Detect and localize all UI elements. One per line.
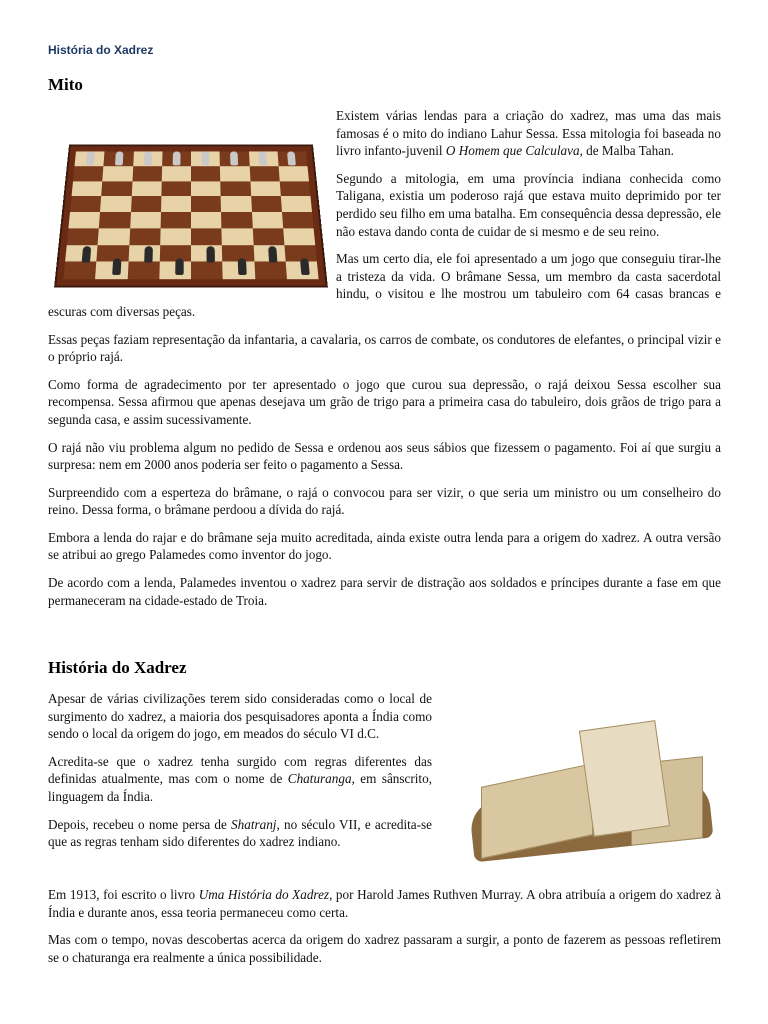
section-historia xyxy=(48,690,721,976)
chess-piece xyxy=(230,151,238,165)
chessboard-image xyxy=(48,109,318,291)
section-heading-mito: Mito xyxy=(48,75,83,94)
chess-piece xyxy=(287,151,296,165)
paragraph: Em 1913, foi escrito o livro Uma História do Xadrez, por Harold James Ruthven Murray. A obra atribuía a origem do xadrez à Índia e durante anos, essa teoria permaneceu como certa. xyxy=(48,887,721,920)
paragraph: De acordo com a lenda, Palamedes inventou o xadrez para servir de distração aos soldados e príncipes durante a fase em que permaneceram na cidade-estado de Troia. xyxy=(48,575,721,608)
paragraph: Essas peças faziam representação da infantaria, a cavalaria, os carros de combate, os condutores de elefantes, o principal vizir e o próprio rajá. xyxy=(48,331,721,365)
chess-piece xyxy=(86,151,95,165)
chess-piece xyxy=(112,258,121,275)
chess-piece xyxy=(115,151,123,165)
paragraph: Depois, recebeu o nome persa de Shatranj, no século VII, e acredita-se que as regras tenham sido diferentes do xadrez indiano. xyxy=(48,816,433,850)
paragraph: Embora a lenda do rajar e do brâmane seja muito acreditada, ainda existe outra lenda para a origem do xadrez. A outra versão se atribui ao grego Palamedes como inventor do jogo. xyxy=(48,529,721,563)
paragraph: Acredita-se que o xadrez tenha surgido com regras diferentes das definidas atualmente, mas com o nome de Chaturanga, em sânscrito, linguagem da Índia. xyxy=(48,753,432,804)
section-heading-historia: História do Xadrez xyxy=(48,658,187,677)
chess-piece xyxy=(238,258,247,275)
chess-piece xyxy=(173,151,181,165)
chess-piece xyxy=(300,258,310,275)
document-header: História do Xadrez xyxy=(48,43,154,57)
chess-piece xyxy=(206,246,215,262)
paragraph: Como forma de agradecimento por ter apresentado o jogo que curou sua depressão, o rajá deixou Sessa escolher sua recompensa. Sessa afirmou que apenas desejava um grão de trigo para a primeira casa do tabuleiro, dois grãos de trigo para a segunda casa, e assim sucessivamente. xyxy=(48,376,721,427)
paragraph: O rajá não viu problema algum no pedido de Sessa e ordenou aos seus sábios que fizessem o pagamento. Foi aí que surgiu a surpresa: nem em 2000 anos poderia ser feito o pagamento a Sessa. xyxy=(48,439,721,473)
chess-piece xyxy=(201,151,209,165)
paragraph: Segundo a mitologia, em uma província indiana conhecida como Taligana, existia um poderoso rajá que estava muito deprimido por ter perdido seu filho em uma batalha. Em consequência dessa depressão, ele não estava dando conta de cuidar de si mesmo e de seu reino. xyxy=(336,170,721,239)
paragraph: Apesar de várias civilizações terem sido consideradas como o local de surgimento do xadrez, a maioria dos pesquisadores aponta a Índia como sendo o local da origem do jogo, em meados do século VI d.C. xyxy=(48,691,432,742)
paragraph: Surpreendido com a esperteza do brâmane, o rajá o convocou para ser vizir, o que seria um ministro ou um conselheiro do reino. Dessa forma, o brâmane perdoou a dívida do rajá. xyxy=(48,484,721,518)
chess-piece xyxy=(175,258,184,275)
chess-piece xyxy=(268,246,277,262)
chess-piece xyxy=(144,246,153,262)
old-book-image xyxy=(461,720,721,880)
paragraph: Mas com o tempo, novas descobertas acerca da origem do xadrez passaram a surgir, a ponto de fazerem as pessoas refletirem se o chaturanga era realmente a única possibilidade. xyxy=(48,932,721,965)
paragraph: Existem várias lendas para a criação do xadrez, mas uma das mais famosas é o mito do indiano Lahur Sessa. Essa mitologia foi baseada no livro infanto-juvenil O Homem que Calculava, de Malba Tahan. xyxy=(336,108,721,159)
chess-piece xyxy=(259,151,267,165)
section-mito xyxy=(48,107,721,619)
chess-piece xyxy=(144,151,152,165)
chess-piece xyxy=(82,246,92,262)
paragraph: Mas um certo dia, ele foi apresentado a um jogo que conseguiu tirar-lhe a tristeza da vida. O brâmane Sessa, um membro da casta sacerdotal hindu, o visitou e lhe mostrou um tabuleiro com 64 casas brancas e escuras com diversas peças. xyxy=(48,251,721,319)
